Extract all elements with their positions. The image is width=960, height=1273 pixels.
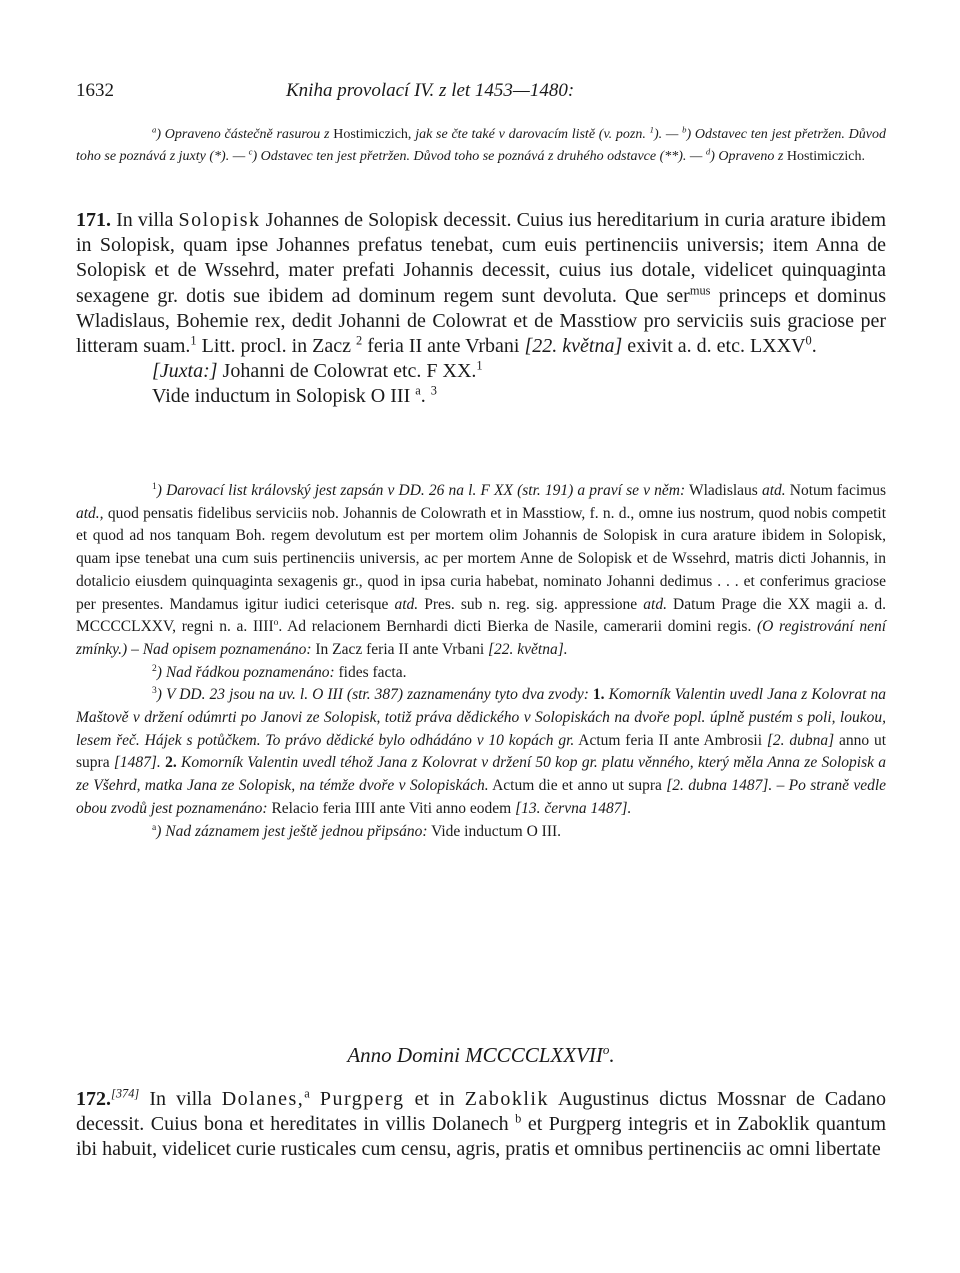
- fn3-b1: 1.: [592, 686, 605, 704]
- fn2-t: fides facta.: [338, 663, 407, 681]
- vide-text: Vide inductum in Solopisk O III: [152, 385, 411, 408]
- place-name-2: Purgperg: [319, 1088, 405, 1110]
- fn3-t2: anno ut supra: [76, 731, 887, 772]
- fn1-mark: 1: [152, 480, 157, 492]
- year-heading: [76, 1043, 886, 1068]
- note-c-text: ) Odstavec ten jest přetržen. Důvod toho se poznává z druhého odstavce (**). —: [252, 148, 703, 164]
- fn3-mark: 3: [152, 685, 157, 697]
- fn1-t3: quod pensatis fidelibus serviciis nob. Johannis de Colowrath et in Masstiow, f. n. d., omne ius nostrum, quod nobis competit et quod ad nos tanquam Boh. regem devolutum est per mortem olim Johannis de Solopisk in cura arature ibidem in Solopisk, quam ipse tenebat una cum suis pertinenciis universis, ac per mortem Anne de Solopisk et de Wssehrd, matris dicti Johannis, in dotalicio eiusdem quinquaginta sexagenis gr., quod in ipsa curia habebat, nominato Johanni dedimus . . . et conferimus graciose per presentes. Mandamus igitur iudici ceterisque: [76, 504, 886, 613]
- entry-date: [22. května]: [524, 335, 623, 358]
- footnote-ref-1b: 1: [476, 358, 483, 373]
- fn3-b2: 2.: [165, 754, 177, 772]
- superscript-mus: mus: [689, 282, 711, 297]
- note-b-text: ) Odstavec ten jest přetržen. Důvod toho se poznává z juxty (*). —: [76, 127, 887, 164]
- note-a-end: ). —: [653, 127, 679, 142]
- page-number: 1632: [76, 80, 114, 101]
- entry-text: Johannes de Solopisk decessit. Cuius ius hereditarium in curia arature ibidem in Solopisk, quam ipse Johannes prefatus tenebat, cum euis pertinenciis universis; item Anna de Solopisk et de Wssehrd, mater prefati Johannis decessit, cuius ius dotale, videlicet quinquaginta sexagene gr. dotis sue ibidem ad dominum regem sunt devoluta. Que ser: [76, 209, 887, 307]
- fna-it: ) Nad záznamem jest ještě jednou připsáno:: [156, 822, 428, 840]
- fn3-t4: Relacio feria IIII ante Viti anno eodem: [271, 799, 512, 817]
- footnote-ref-1: 1: [190, 333, 197, 348]
- entry-172-text: [76, 1087, 886, 1163]
- fn3-it4: [1487].: [113, 754, 161, 772]
- fn1-it2: atd.: [761, 482, 786, 499]
- vide-mark: a: [415, 383, 421, 398]
- juxta-line: [76, 359, 886, 384]
- ordinal-mark: 0: [805, 333, 812, 348]
- place-name-1: Dolanes,: [221, 1088, 305, 1110]
- entry-text-4: feria II ante Vrbani: [367, 335, 520, 358]
- footnote-ref-2: 2: [356, 333, 363, 348]
- page-header: [76, 80, 886, 104]
- fn1-it5: atd.: [643, 595, 667, 613]
- note-d-word: Hostimiczich.: [786, 148, 865, 164]
- entry-text-5b: .: [811, 335, 817, 358]
- top-note-paragraph: [76, 124, 886, 167]
- note-mark-a: a: [304, 1086, 310, 1101]
- fna-mark: a: [152, 821, 157, 833]
- footnote-1: [76, 480, 886, 662]
- fn3-it1: ) V DD. 23 jsou na uv. l. O III (str. 387) zaznamenány tyto dva zvody:: [156, 686, 589, 704]
- top-notes: [76, 124, 886, 167]
- note-a-word: Hostimiczich,: [333, 127, 412, 142]
- fn3-t3: Actum die et anno ut supra: [492, 777, 662, 795]
- note-mark-c: c: [248, 145, 253, 156]
- note-a-text-2: jak se čte také v darovacím listě (v. pozn.: [415, 127, 646, 142]
- note-mark-b: b: [682, 124, 687, 135]
- year-heading-text: Anno Domini MCCCCLXXVII: [347, 1043, 603, 1067]
- fn1-it7: [22. května].: [488, 640, 568, 658]
- place-name: Solopisk: [178, 209, 261, 231]
- entry-number: 171.: [76, 209, 111, 231]
- entry-lead: In villa: [149, 1088, 212, 1110]
- fn1-it1: ) Darovací list královský jest zapsán v DD. 26 na l. F XX (str. 191) a praví se v něm:: [156, 482, 686, 499]
- fn1-it6: (O registrování není zmínky.) – Nad opisem poznamenáno:: [76, 618, 887, 658]
- footnotes: [76, 480, 886, 843]
- fn3-it5: Komorník Valentin uvedl téhož Jana z Kolovrat v držení 50 kop gr. platu věnného, který měla Anna ze Solopisk a ze Všehrd, matka Jana ze Solopisk, na témže dvoře v Solopiskách.: [76, 754, 887, 795]
- note-a-text: ) Opraveno částečně rasurou z: [156, 127, 330, 142]
- entry-mid: et in: [414, 1088, 455, 1110]
- juxta-label: [Juxta:]: [152, 360, 218, 383]
- vide-end: .: [420, 385, 426, 408]
- fn3-t1: Actum feria II ante Ambrosii: [578, 731, 763, 749]
- entry-text: Augustinus dictus Mossnar de Cadano decessit. Cuius bona et hereditates in villis Dolanech: [76, 1088, 887, 1136]
- entry-text-2: et Purgperg integris et in Zaboklik quantum ibi habuit, videlicet curie rusticales cum censu, agris, pratis et omnibus pertinenciis ac omni libertate: [76, 1113, 887, 1161]
- place-name-3: Zaboklik: [464, 1088, 549, 1110]
- fna-t: Vide inductum O III.: [431, 822, 562, 840]
- entry-171-text: [76, 208, 886, 359]
- entry-text-2: princeps et dominus Wladislaus, Bohemie rex, dedit Johanni de Colowrat et de Masstiow pro serviciis suis graciose per litteram suam.: [76, 284, 886, 358]
- entry-number: 172.: [76, 1088, 111, 1110]
- fn1-it3: atd.,: [76, 504, 104, 522]
- year-heading-end: .: [609, 1043, 615, 1067]
- fn3-it7: [13. června 1487].: [515, 799, 632, 817]
- fn1-t6: . Ad relacionem Bernhardi dicti Bierka de Nasile, camerarii domini regis.: [278, 618, 752, 636]
- footnote-2: [76, 662, 886, 685]
- footnote-3: [76, 684, 886, 820]
- fn2-mark: 2: [152, 662, 157, 674]
- footnote-ref-3: 3: [430, 383, 437, 398]
- note-mark-d: d: [705, 145, 711, 156]
- running-title: Kniha provolací IV. z let 1453—1480:: [286, 80, 575, 101]
- entry-171: [76, 208, 886, 410]
- fn1-t7: In Zacz feria II ante Vrbani: [315, 640, 485, 658]
- fn3-it6: [2. dubna 1487]. – Po straně vedle obou zvodů jest poznamenáno:: [76, 777, 887, 817]
- fn1-t4: Pres. sub n. reg. sig. appressione: [424, 595, 638, 613]
- entry-lead: In villa: [116, 209, 174, 231]
- fn1-ordinal: o: [273, 617, 279, 629]
- fn2-it: ) Nad řádkou poznamenáno:: [156, 663, 335, 681]
- entry-text-5: exivit a. d. etc. LXXV: [627, 335, 806, 358]
- fn3-it3: [2. dubna]: [766, 731, 835, 749]
- footnote-a: [76, 821, 886, 844]
- fn1-t2: Notum facimus: [789, 482, 887, 499]
- note-mark-a: a: [152, 124, 157, 135]
- note-mark-b: b: [515, 1111, 522, 1126]
- vide-line: [76, 384, 886, 409]
- fn1-t1: Wladislaus: [688, 482, 758, 499]
- fn1-t5: Datum Prage die XX magii a. d. MCCCCLXXV, regni n. a. IIII: [76, 595, 887, 636]
- entry-text-3: Litt. procl. in Zacz: [201, 335, 352, 358]
- year-heading-ordinal: o: [602, 1042, 610, 1057]
- note-a-ref: 1: [649, 124, 654, 135]
- entry-ref: [374]: [111, 1086, 140, 1101]
- entry-172: [76, 1087, 886, 1163]
- note-d-text: ) Opraveno z: [710, 148, 784, 164]
- juxta-text: Johanni de Colowrat etc. F XX.: [222, 360, 477, 383]
- fn3-it2: Komorník Valentin uvedl Jana z Kolovrat na Maštově v držení odúmrti po Janovi ze Solopisk, totiž práva dědického v Solopiskách na dvoře popl. úplně pustém s poli, loukou, lesem řeč. Hájek s potůčkem. To právo dědické bylo odhádáno v 10 kopách gr.: [76, 686, 886, 749]
- fn1-it4: atd.: [394, 595, 419, 613]
